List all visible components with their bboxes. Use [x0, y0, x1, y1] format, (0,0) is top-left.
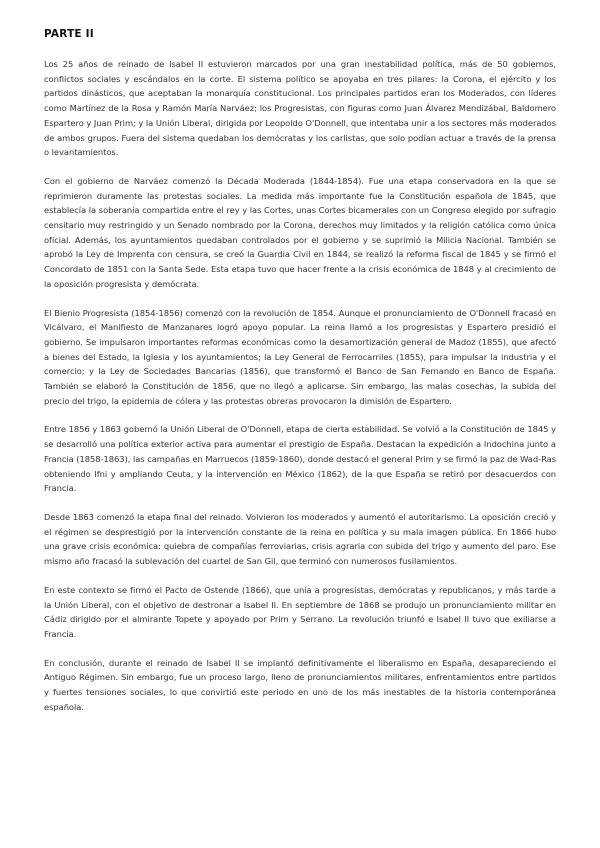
paragraph-decada-moderada: Con el gobierno de Narváez comenzó la Década Moderada (1844-1854). Fue una etapa conservadora en la que se reprimieron duramente las protestas sociales. La medida más importante fue la Constitución española de 1845, que establecía la soberanía compartida entre el rey y las Cortes, unas Cortes bicamerales con un Congreso elegido por sufragio censitario muy restringido y un Senado nombrado por la Corona, derechos muy limitados y la religión católica como única oficial. Además, los ayuntamientos quedaban controlados por el gobierno y se suprimió la Milicia Nacional. También se aprobó la Ley de Imprenta con censura, se creó la Guardia Civil en 1844, se realizó la reforma fiscal de 1845 y se firmó el Concordato de 1851 con la Santa Sede. Esta etapa tuvo que hacer frente a la crisis económica de 1848 y al crecimiento de la oposición progresista y demócrata.: [44, 175, 556, 289]
paragraph-union-liberal: Entre 1856 y 1863 gobernó la Unión Liberal de O'Donnell, etapa de cierta estabilidad. Se volvió a la Constitución de 1845 y se desarrolló una política exterior activa para aumentar el prestigio de España. Destacan la expedición a Indochina junto a Francia (1858-1863), las campañas en Marruecos (1859-1860), donde destacó el general Prim y se firmó la paz de Wad-Ras obteniendo Ifni y ampliando Ceuta, y la intervención en México (1862), de la que España se retiró por desacuerdos con Francia.: [44, 424, 556, 494]
section-heading: PARTE II: [44, 28, 94, 40]
paragraph-etapa-final: Desde 1863 comenzó la etapa final del reinado. Volvieron los moderados y aumentó el autoritarismo. La oposición creció y el régimen se desprestigió por la intervención constante de la reina en política y su mala imagen pública. En 1866 hubo una grave crisis económica: quiebra de compañías ferroviarias, crisis agraria con subida del trigo y aumento del paro. Ese mismo año fracasó la sublevación del cuartel de San Gil, que terminó con numerosos fusilamientos.: [44, 511, 556, 567]
paragraph-conclusion: En conclusión, durante el reinado de Isabel II se implantó definitivamente el liberalismo en España, desapareciendo el Antiguo Régimen. Sin embargo, fue un proceso largo, lleno de pronunciamientos militares, enfrentamientos entre partidos y fuertes tensiones sociales, lo que convirtió este periodo en uno de los más inestables de la historia contemporánea española.: [44, 657, 556, 712]
paragraph-pacto-ostende: En este contexto se firmó el Pacto de Ostende (1866), que unía a progresistas, demócratas y republicanos, y más tarde a la Unión Liberal, con el objetivo de destronar a Isabel II. En septiembre de 1868 se produjo un pronunciamiento militar en Cádiz dirigido por el almirante Topete y apoyado por Prim y Serrano. La revolución triunfó e Isabel II tuvo que exiliarse a Francia.: [44, 584, 556, 639]
paragraph-bienio-progresista: El Bienio Progresista (1854-1856) comenzó con la revolución de 1854. Aunque el pronunciamiento de O'Donnell fracasó en Vicálvaro, el Manifiesto de Manzanares logró apoyo popular. La reina llamó a los progresistas y Espartero presidió el gobierno. Se impulsaron importantes reformas económicas como la desamortización general de Madoz (1855), que afectó a bienes del Estado, la Iglesia y los ayuntamientos; la Ley General de Ferrocarriles (1855), para impulsar la industria y el comercio; y la Ley de Sociedades Bancarias (1856), que transformó el Banco de San Fernando en Banco de España. También se elaboró la Constitución de 1856, que no llegó a aplicarse. Sin embargo, las malas cosechas, la subida del precio del trigo, la epidemia de cólera y las protestas obreras provocaron la dimisión de Espartero.: [44, 307, 556, 406]
paragraph-intro: Los 25 años de reinado de Isabel II estuvieron marcados por una gran inestabilidad política, más de 50 gobiernos, conflictos sociales y escándalos en la corte. El sistema político se apoyaba en tres pilares: la Corona, el ejército y los partidos dinásticos, que aceptaban la monarquía constitucional. Los principales partidos eran los Moderados, con líderes como Martínez de la Rosa y Ramón María Narváez; los Progresistas, con figuras como Juan Álvarez Mendizábal, Baldomero Espartero y Juan Prim; y la Unión Liberal, dirigida por Leopoldo O'Donnell, que intentaba unir a los sectores más moderados de ambos grupos. Fuera del sistema quedaban los demócratas y los carlistas, que solo podían actuar a través de la prensa o levantamientos.: [44, 59, 556, 158]
